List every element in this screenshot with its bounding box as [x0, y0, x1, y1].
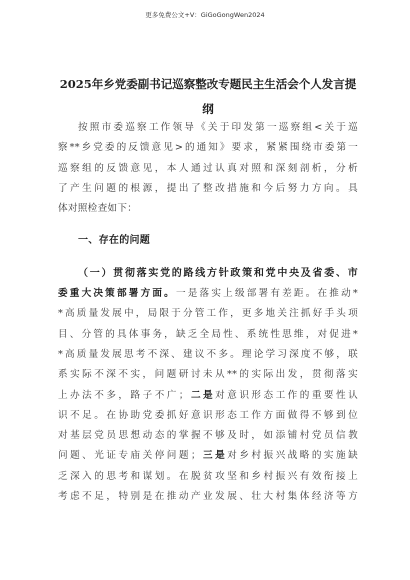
header-note: 更多免费公文+V：GiGoGongWen2024 — [145, 11, 265, 19]
paragraph-line: *高质量发展中，局限于分管工作，更多地关注抓好手头项 — [58, 308, 358, 320]
document-title: 2025年乡党委副书记巡察整改专题民主生活会个人发言提纲 — [59, 77, 357, 116]
intro-line: 按照市委巡察工作领导《关于印发第一巡察组<关于巡 — [78, 122, 358, 133]
section-heading: 一、存在的问题 — [78, 235, 151, 247]
document-body — [58, 118, 358, 507]
paragraph-text: 对意识形态工作的重要性认 — [215, 389, 358, 401]
intro-line: 察**乡党委的反馈意见>的通知》要求，紧紧围绕市委第一 — [58, 142, 358, 154]
subsection-heading-line: （一）贯彻落实党的路线方针政策和党中央及省委、市 — [78, 267, 358, 279]
paragraph-line: 乏深入的思考和谋划。在脱贫攻坚和乡村振兴有效衔接上 — [58, 470, 358, 482]
point-marker: 三是 — [200, 450, 228, 462]
paragraph-line — [58, 386, 358, 406]
paragraph-text: 一是落实上级部署有差距。在推动* — [175, 288, 358, 300]
paragraph-line — [58, 446, 358, 466]
paragraph-text: 对乡村振兴战略的实施缺 — [227, 450, 358, 462]
paragraph-line: 识不足。在协助党委抓好意识形态工作方面做得不够到位 — [58, 409, 358, 421]
paragraph-line: *高质量发展思考不深、建议不多。理论学习深度不够，联 — [58, 348, 358, 360]
paragraph-text: 问题、光证专庙关停问题； — [58, 450, 201, 462]
paragraph-line: 目、分管的具体事务，缺乏全局性、系统性思维，对促进* — [58, 328, 358, 340]
paragraph-text: 上办法不多，路子不广； — [58, 389, 189, 401]
intro-line: 巡察组的反馈意见，本人通过认真对照和深刻剖析，分析 — [58, 162, 358, 174]
intro-line: 体对照检查如下： — [58, 203, 138, 215]
paragraph-line: 系实际不深不实，问题研讨未从**的实际出发，贯彻落实 — [58, 369, 358, 381]
paragraph-line: 对基层党员思想动态的掌握不够及时，如添铺村党员信教 — [58, 430, 358, 442]
subsection-heading-tail: 委重大决策部署方面。 — [58, 288, 176, 300]
intro-line: 了产生问题的根源，提出了整改措施和今后努力方向。具 — [58, 182, 358, 194]
point-marker: 二是 — [188, 389, 216, 401]
paragraph-line: 考虑不足，特别是在推动产业发展、壮大村集体经济等方 — [58, 491, 358, 503]
paragraph-line — [58, 284, 358, 304]
